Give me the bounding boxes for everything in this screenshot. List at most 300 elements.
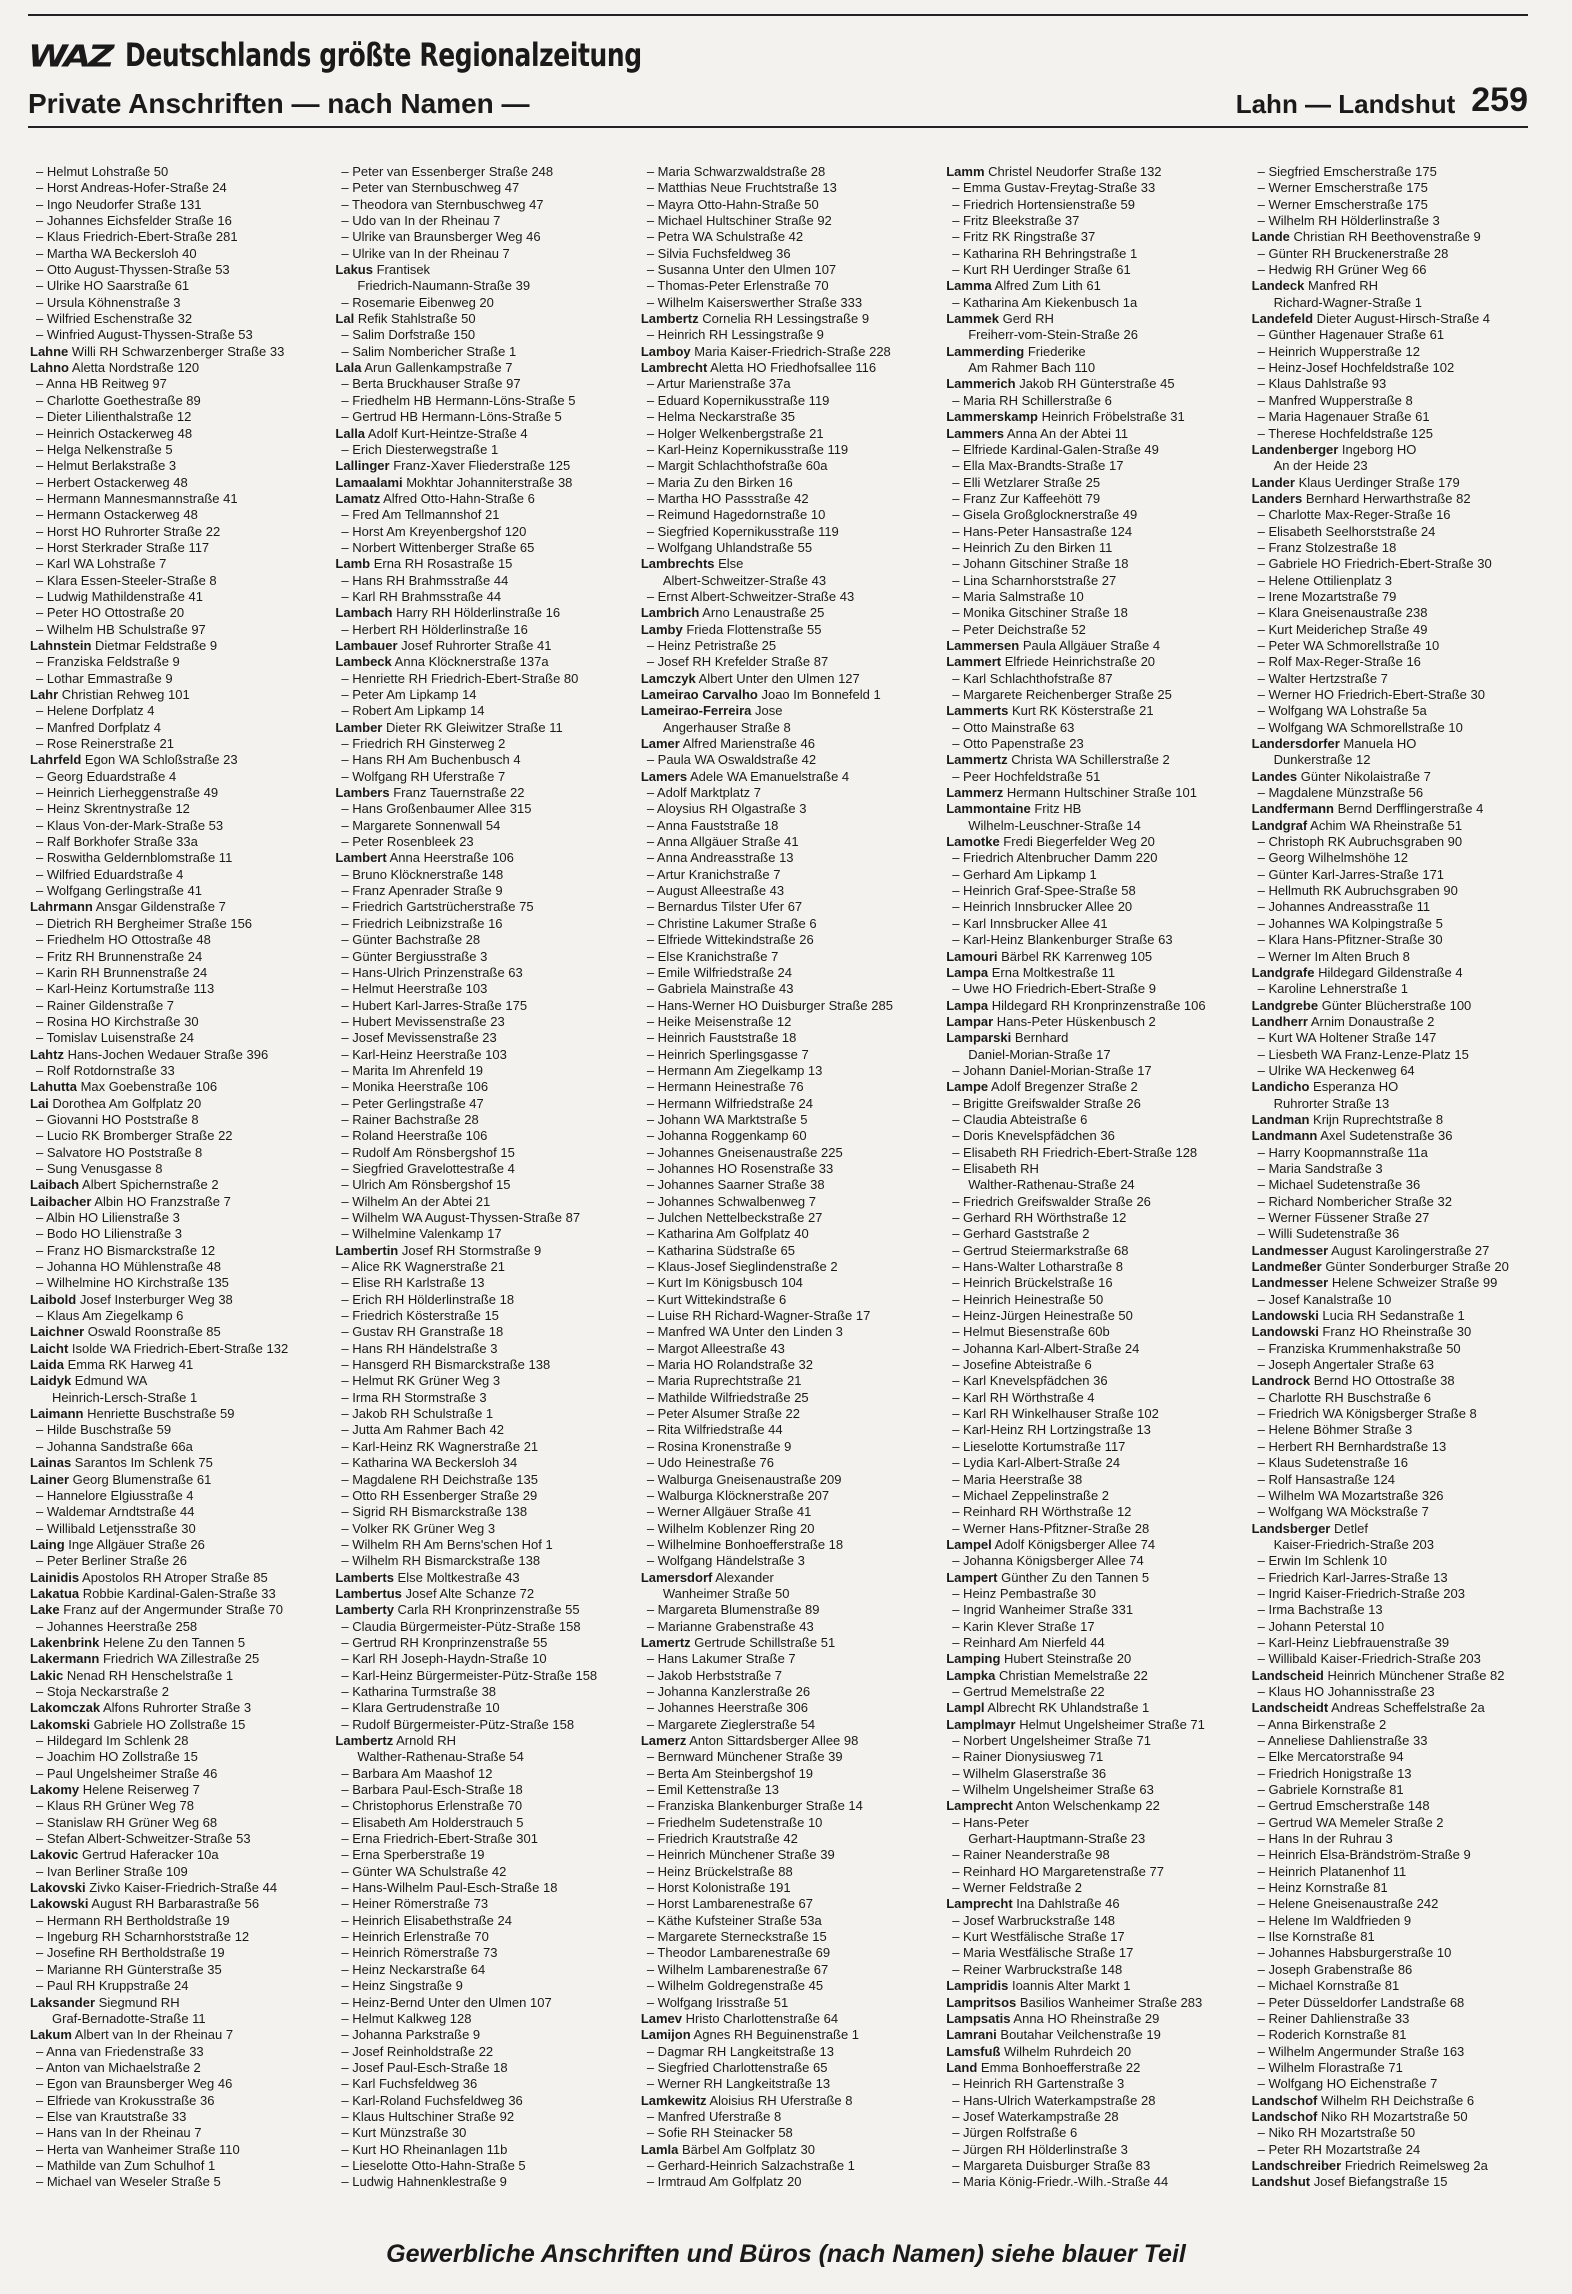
entry-details: Albert van In der Rheinau 7 (71, 2027, 234, 2043)
entry-surname: Lambeck (335, 654, 392, 670)
entry-surname: Lambrecht (640, 360, 708, 376)
directory-entry: – Hilde Buschstraße 59 (36, 1422, 172, 1438)
entry-details: Hans-Peter Hüskenbusch 2 (993, 1013, 1156, 1029)
directory-entry: – Monika Gitschiner Straße 18 (952, 605, 1128, 621)
directory-entry: – Hellmuth RK Aubruchsgraben 90 (1257, 883, 1458, 899)
entry-surname: Lamaalami (335, 474, 403, 490)
directory-entry: – Karin Klever Straße 17 (952, 1618, 1095, 1634)
directory-entry: – Maria RH Schillerstraße 6 (952, 392, 1112, 408)
directory-entry: – Friedrich Kösterstraße 15 (341, 1308, 499, 1324)
entry-surname: Laksander (30, 1994, 96, 2010)
directory-entry: – Johannes Habsburgerstraße 10 (1257, 1945, 1452, 1961)
entry-details: Hubert Steinstraße 20 (1000, 1651, 1132, 1667)
entry-details: Günter Nikolaistraße 7 (1297, 768, 1431, 784)
directory-entry (30, 1717, 323, 1733)
entry-details: Erna Moltkestraße 11 (988, 964, 1116, 980)
directory-column-5 (1252, 164, 1545, 2209)
directory-entry: – Helmut Lohstraße 50 (36, 164, 169, 179)
entry-surname: Lai (30, 1095, 49, 1111)
directory-entry: – Lina Scharnhorststraße 27 (952, 572, 1117, 588)
directory-entry: – Heinz Skrentnystraße 12 (36, 801, 190, 817)
entry-details: Alfred Marienstraße 46 (679, 736, 815, 752)
directory-entry: – Hermann Wilfriedstraße 24 (646, 1095, 813, 1111)
directory-entry: – Günter Karl-Jarres-Straße 171 (1257, 866, 1445, 882)
entry-surname: Landrock (1251, 1373, 1311, 1389)
directory-entry (946, 2027, 1239, 2043)
directory-entry: – Maria Sandstraße 3 (1257, 1160, 1383, 1176)
directory-entry: – Erich Diesterwegstraße 1 (341, 441, 499, 457)
directory-entry: – Horst Andreas-Hofer-Straße 24 (36, 180, 227, 196)
directory-entry: – Erna Sperberstraße 19 (341, 1847, 485, 1863)
directory-entry: – Karl-Heinz RK Wagnerstraße 21 (341, 1438, 539, 1454)
directory-entry (30, 899, 323, 915)
directory-entry: – Jakob Herbststraße 7 (646, 1667, 782, 1683)
directory-entry: – Fritz Bleekstraße 37 (952, 213, 1080, 229)
directory-entry: – Klara Hans-Pfitzner-Straße 30 (1257, 932, 1443, 948)
directory-entry: Wilhelm-Leuschner-Straße 14 (968, 817, 1141, 833)
directory-entry (30, 1635, 323, 1651)
entry-surname: Lampe (946, 1079, 989, 1095)
directory-entry: – Hans Großenbaumer Allee 315 (341, 801, 532, 817)
entry-surname: Lampka (946, 1667, 996, 1683)
directory-entry: – Hans van In der Rheinau 7 (36, 2125, 202, 2141)
directory-entry: – Johanna Sandstraße 66a (36, 1438, 193, 1454)
directory-entry: – Niko RH Mozartstraße 50 (1257, 2125, 1416, 2141)
directory-entry: – Friedrich Hortensienstraße 59 (952, 196, 1136, 212)
directory-entry: – Rosina Kronenstraße 9 (646, 1438, 792, 1454)
directory-entry: – Stefan Albert-Schweitzer-Straße 53 (36, 1831, 251, 1847)
directory-entry: – Roswitha Geldernblomstraße 11 (36, 850, 233, 866)
directory-entry: – Holger Welkenbergstraße 21 (646, 425, 824, 441)
directory-entry: – Anna Birkenstraße 2 (1257, 1716, 1387, 1732)
directory-entry (946, 1570, 1239, 1586)
entry-details: Arno Lenaustraße 25 (699, 605, 825, 621)
directory-entry (335, 605, 628, 621)
entry-surname: Lambert (335, 850, 387, 866)
directory-entry: – Katharina RH Behringstraße 1 (952, 245, 1138, 261)
directory-entry: – Reiner Dahlienstraße 33 (1257, 2010, 1410, 2026)
directory-entry: – Friedrich Krautstraße 42 (646, 1831, 798, 1847)
directory-entry (946, 998, 1239, 1014)
entry-surname: Landgraf (1251, 817, 1308, 833)
entry-surname: Lamatz (335, 490, 381, 506)
entry-details: Hildegard Gildenstraße 4 (1314, 964, 1463, 980)
directory-entry: – Hans-Werner HO Duisburger Straße 285 (646, 997, 893, 1013)
entry-surname: Landmesser (1251, 1275, 1329, 1291)
directory-entry: – Charlotte Goethestraße 89 (36, 392, 201, 408)
directory-entry: Albert-Schweitzer-Straße 43 (662, 572, 827, 588)
directory-entry: – Luise RH Richard-Wagner-Straße 17 (646, 1308, 871, 1324)
directory-entry: – Margareta Blumenstraße 89 (646, 1602, 820, 1618)
entry-details: Aloisius RH Uferstraße 8 (706, 2092, 853, 2108)
entry-details: Erna RH Rosastraße 15 (370, 556, 513, 572)
entry-surname: Landers (1251, 490, 1303, 506)
directory-entry: Angerhauser Straße 8 (662, 719, 791, 735)
directory-entry: – Artur Marienstraße 37a (646, 376, 791, 392)
directory-entry: – Katharina Am Golfplatz 40 (646, 1226, 809, 1242)
entry-details: Boutahar Veilchenstraße 19 (996, 2027, 1161, 2043)
directory-entry: – Karl-Heinz Kopernikusstraße 119 (646, 441, 849, 457)
directory-entry: – Bodo HO Lilienstraße 3 (36, 1226, 182, 1242)
entry-details: Nenad RH Henschelstraße 1 (63, 1667, 234, 1683)
directory-entry: – Liesbeth WA Franz-Lenze-Platz 15 (1257, 1046, 1469, 1062)
entry-surname: Lander (1251, 474, 1295, 490)
directory-entry: – Karl-Heinz Bürgermeister-Pütz-Straße 158 (341, 1667, 598, 1683)
entry-surname: Landersdorfer (1251, 736, 1340, 752)
directory-entry (1252, 442, 1545, 458)
entry-details: Georg Blumenstraße 61 (69, 1471, 212, 1487)
entry-surname: Lakenbrink (30, 1634, 100, 1650)
directory-entry: – Johann Daniel-Morian-Straße 17 (952, 1062, 1152, 1078)
entry-surname: Landenberger (1251, 441, 1339, 457)
entry-details: Achim WA Rheinstraße 51 (1307, 817, 1463, 833)
directory-entry: – Michael Kornstraße 81 (1257, 1978, 1400, 1994)
entry-details: Dieter RK Gleiwitzer Straße 11 (382, 719, 563, 735)
directory-entry: – Manfred Wupperstraße 8 (1257, 392, 1413, 408)
directory-entry: – Else van Krautstraße 33 (36, 2108, 187, 2124)
entry-surname: Lampritsos (946, 1994, 1017, 2010)
directory-entry: – Elisabeth Am Holderstrauch 5 (341, 1814, 524, 1830)
directory-entry (335, 426, 628, 442)
directory-entry: – Horst Am Kreyenbergshof 120 (341, 523, 527, 539)
entry-surname: Lamertz (640, 1634, 691, 1650)
directory-entry: – Julchen Nettelbeckstraße 27 (646, 1210, 823, 1225)
directory-entry: – Heinz Singstraße 9 (341, 1978, 463, 1994)
entry-surname: Lamb (335, 556, 371, 572)
page-header (28, 14, 1528, 128)
directory-entry: – Josef RH Krefelder Straße 87 (646, 654, 829, 670)
directory-entry: – Wolfgang RH Uferstraße 7 (341, 768, 506, 784)
entry-details: Egon WA Schloßstraße 23 (81, 752, 238, 768)
directory-entry: – Karl Innsbrucker Allee 41 (952, 915, 1108, 931)
entry-surname: Lampert (946, 1569, 998, 1585)
entry-surname: Lamprecht (946, 1896, 1013, 1912)
entry-details: Arnim Donaustraße 2 (1307, 1013, 1435, 1029)
entry-surname: Lahne (30, 343, 69, 359)
entry-details: Edmund WA (71, 1373, 148, 1389)
directory-entry: – Volker RK Grüner Weg 3 (341, 1520, 496, 1536)
directory-entry: – Peter van Sternbuschweg 47 (341, 180, 520, 196)
directory-entry: – Wilhelm WA August-Thyssen-Straße 87 (341, 1210, 581, 1225)
directory-entry: Gerhart-Hauptmann-Straße 23 (968, 1831, 1146, 1847)
entry-surname: Landschof (1251, 2108, 1318, 2124)
directory-entry: – Josefine Abteistraße 6 (952, 1357, 1092, 1373)
directory-entry: – Heinz-Jürgen Heinestraße 50 (952, 1308, 1133, 1324)
directory-entry: – Heinz-Josef Hochfeldstraße 102 (1257, 360, 1455, 376)
entry-details: Elfriede Heinrichstraße 20 (1001, 654, 1156, 670)
directory-entry (335, 1243, 628, 1259)
entry-details: Kurt RK Kösterstraße 21 (1008, 703, 1154, 719)
directory-entry: Ruhrorter Straße 13 (1273, 1095, 1390, 1111)
entry-surname: Landeck (1251, 278, 1305, 294)
directory-entry: – Johanna Königsberger Allee 74 (952, 1553, 1144, 1569)
directory-entry: – Klaus Hultschiner Straße 92 (341, 2108, 515, 2124)
directory-entry: – Rita Wilfriedstraße 44 (646, 1422, 783, 1438)
directory-entry (1252, 769, 1545, 785)
directory-entry: – Johannes Gneisenaustraße 225 (646, 1144, 843, 1160)
entry-details: Anna Klöcknerstraße 137a (391, 654, 549, 670)
directory-entry: – Maria Zu den Birken 16 (646, 474, 793, 490)
directory-entry (335, 654, 628, 670)
entry-details: Alfons Ruhrorter Straße 3 (100, 1700, 252, 1716)
entry-surname: Lakomski (30, 1716, 90, 1732)
directory-entry (30, 638, 323, 654)
entry-details: Günter Sonderburger Straße 20 (1321, 1259, 1509, 1275)
entry-details: Basilios Wanheimer Straße 283 (1016, 1994, 1203, 2010)
entry-surname: Lambers (335, 785, 390, 801)
directory-entry (1252, 1243, 1545, 1259)
directory-entry (30, 1651, 323, 1667)
directory-entry (30, 687, 323, 703)
directory-entry (946, 654, 1239, 670)
entry-surname: Lakomy (30, 1782, 80, 1798)
directory-entry: – Erich RH Hölderlinstraße 18 (341, 1291, 515, 1307)
footer-note: Gewerbliche Anschriften und Büros (nach Namen) siehe blauer Teil (386, 2240, 1186, 2268)
directory-entry: – Ivan Berliner Straße 109 (36, 1863, 188, 1879)
directory-entry: – Erna Friedrich-Ebert-Straße 301 (341, 1831, 538, 1847)
directory-entry: – Heinrich Erlenstraße 70 (341, 1929, 489, 1945)
directory-entry (335, 458, 628, 474)
directory-entry: – Willibald Letjensstraße 30 (36, 1520, 196, 1536)
entry-surname: Landowski (1251, 1308, 1319, 1324)
directory-entry: – Klaus Von-der-Mark-Straße 53 (36, 817, 224, 833)
entry-details: August RH Barbarastraße 56 (88, 1896, 260, 1912)
entry-surname: Lainer (30, 1471, 70, 1487)
directory-entry: – Ella Max-Brandts-Straße 17 (952, 458, 1124, 474)
entry-details: Friedrich Reimelsweg 2a (1341, 2157, 1488, 2173)
entry-details: Anton Sittardsberger Allee 98 (686, 1733, 859, 1748)
directory-entry: – Richard Nombericher Straße 32 (1257, 1193, 1452, 1209)
entry-details: Franz auf der Angermunder Straße 70 (59, 1602, 283, 1618)
directory-entry: – Rudolf Am Rönsbergshof 15 (341, 1144, 515, 1160)
directory-entry: – Wolfgang HO Eichenstraße 7 (1257, 2076, 1438, 2092)
directory-entry: – Reinhard HO Margaretenstraße 77 (952, 1863, 1164, 1879)
directory-entry: – Helene Dorfplatz 4 (36, 703, 155, 719)
directory-entry (946, 311, 1239, 327)
directory-entry (946, 1995, 1239, 2011)
directory-entry: – Katharina Südstraße 65 (646, 1242, 795, 1258)
entry-surname: Laidyk (30, 1373, 72, 1389)
entry-details: Maria Kaiser-Friedrich-Straße 228 (690, 343, 891, 359)
directory-entry (1252, 1014, 1545, 1030)
entry-details: Fredi Biegerfelder Weg 20 (999, 834, 1155, 850)
entry-surname: Landowski (1251, 1324, 1319, 1340)
directory-entry: – Peter Alsumer Straße 22 (646, 1406, 800, 1422)
directory-entry (946, 1798, 1239, 1814)
entry-surname: Lakic (30, 1667, 64, 1683)
directory-entry: – Otto RH Essenberger Straße 29 (341, 1487, 538, 1503)
page-range (1236, 81, 1528, 120)
entry-details: Ingeborg HO (1338, 441, 1417, 457)
directory-entry (335, 785, 628, 801)
directory-entry: – Herta van Wanheimer Straße 110 (36, 2141, 240, 2157)
entry-details: Else (714, 556, 744, 572)
directory-entry: – Anna van Friedenstraße 33 (36, 2043, 204, 2059)
directory-entry (335, 638, 628, 654)
entry-surname: Lakus (335, 262, 373, 278)
entry-details: Gabriele HO Zollstraße 15 (89, 1716, 246, 1732)
entry-surname: Lamber (335, 719, 383, 735)
directory-entry: – Friedrich Honigstraße 13 (1257, 1765, 1412, 1781)
directory-entry: – Tomislav Luisenstraße 24 (36, 1030, 195, 1046)
directory-entry (1252, 1128, 1545, 1144)
directory-entry (946, 785, 1239, 801)
directory-entry: – Peter Berliner Straße 26 (36, 1553, 188, 1569)
directory-entry: – Günter RH Bruckenerstraße 28 (1257, 245, 1449, 261)
directory-entry: – Kurt Wittekindstraße 6 (646, 1291, 787, 1307)
directory-entry: – Peer Hochfeldstraße 51 (952, 768, 1101, 784)
directory-entry: – Hedwig RH Grüner Weg 66 (1257, 262, 1427, 278)
directory-entry: – Peter RH Mozartstraße 24 (1257, 2141, 1421, 2157)
directory-entry (641, 1570, 934, 1586)
directory-entry: – Margarete Zieglerstraße 54 (646, 1716, 816, 1732)
entry-surname: Landscheid (1251, 1667, 1324, 1683)
entry-details: Franz Tauernstraße 22 (389, 785, 525, 801)
directory-entry (946, 2011, 1239, 2027)
directory-entry: – Matthias Neue Fruchtstraße 13 (646, 180, 837, 196)
directory-entry: – Hans-Peter Hansastraße 124 (952, 523, 1133, 539)
directory-entry (30, 1700, 323, 1716)
directory-entry: – Else Kranichstraße 7 (646, 948, 779, 964)
directory-entry: – Horst HO Ruhrorter Straße 22 (36, 523, 221, 539)
directory-entry: – Josef Waterkampstraße 28 (952, 2108, 1119, 2124)
directory-entry: – Hermann Heinestraße 76 (646, 1079, 804, 1095)
directory-entry: – Irmtraud Am Golfplatz 20 (646, 2174, 802, 2190)
directory-entry (946, 376, 1239, 392)
directory-entry: – Günter Bergiusstraße 3 (341, 948, 488, 964)
directory-entry: – Wilhelmine Bonhoefferstraße 18 (646, 1536, 844, 1552)
directory-column-3 (641, 164, 934, 2209)
directory-entry: – Stanislaw RH Grüner Weg 68 (36, 1814, 218, 1830)
directory-entry: – Brigitte Greifswalder Straße 26 (952, 1095, 1141, 1111)
entry-details: Aletta Nordstraße 120 (69, 360, 200, 376)
entry-details: Manfred RH (1304, 278, 1379, 294)
directory-entry: – Rose Reinerstraße 21 (36, 736, 175, 752)
entry-surname: Lampa (946, 964, 989, 980)
directory-entry: – Karl-Heinz Blankenburger Straße 63 (952, 932, 1173, 948)
directory-entry (1252, 1259, 1545, 1275)
directory-entry: – Anneliese Dahlienstraße 33 (1257, 1733, 1428, 1748)
directory-entry: – Wilfried Eduardstraße 4 (36, 866, 184, 882)
directory-entry: – Hans RH Händelstraße 3 (341, 1340, 498, 1356)
directory-entry: – Wilfried Eschenstraße 32 (36, 311, 193, 327)
directory-entry: – Friedrich WA Königsberger Straße 8 (1257, 1406, 1477, 1422)
directory-entry: – Kurt Meiderichер Straße 49 (1257, 621, 1428, 637)
directory-entry (946, 278, 1239, 294)
entry-details: Dietmar Feldstraße 9 (91, 637, 218, 653)
entry-details: Ioannis Alter Markt 1 (1008, 1978, 1131, 1994)
directory-entry: – Ingrid Wanheimer Straße 331 (952, 1602, 1134, 1618)
directory-entry: – Mathilde van Zum Schulhof 1 (36, 2157, 216, 2173)
directory-entry: – Wilhelm Kaiserswerther Straße 333 (646, 294, 863, 310)
directory-entry: – Paula WA Oswaldstraße 42 (646, 752, 817, 768)
directory-entry: – Hans RH Am Buchenbusch 4 (341, 752, 521, 768)
directory-entry (1252, 2109, 1545, 2125)
directory-entry: – Heinrich Elisabethstraße 24 (341, 1912, 512, 1928)
directory-entry: – Reinhard RH Wörthstraße 12 (952, 1504, 1132, 1520)
entry-details: Klaus Uerdinger Straße 179 (1294, 474, 1460, 490)
directory-entry: – Irma Bachstraße 13 (1257, 1602, 1383, 1618)
entry-surname: Lande (1251, 229, 1290, 245)
directory-entry: – Hermann Mannesmannstraße 41 (36, 490, 238, 506)
directory-entry: – Wilhelm Ungelsheimer Straße 63 (952, 1782, 1154, 1798)
directory-entry (946, 1700, 1239, 1716)
directory-entry: – Anna Andreasstraße 13 (646, 850, 794, 866)
directory-entry: Wanheimer Straße 50 (662, 1585, 790, 1601)
directory-entry: – Salim Dorfstraße 150 (341, 327, 476, 343)
entry-details: Franz HO Rheinstraße 30 (1318, 1324, 1472, 1340)
directory-entry: – Wilhelm An der Abtei 21 (341, 1193, 491, 1209)
directory-entry: – Gertrud Emscherstraße 148 (1257, 1798, 1430, 1814)
directory-entry: – Wilhelm Glaserstraße 36 (952, 1765, 1107, 1781)
directory-entry: – Wolfgang Uhlandstraße 55 (646, 539, 813, 555)
entry-details: Robbie Kardinal-Galen-Straße 33 (79, 1585, 276, 1601)
directory-entry: – Margarete Sterneckstraße 15 (646, 1929, 827, 1945)
directory-entry: – Horst Kolonistraße 191 (646, 1880, 791, 1896)
entry-surname: Lainas (30, 1455, 72, 1471)
waz-logo: WAZ (28, 39, 112, 74)
directory-entry (641, 556, 934, 572)
directory-entry: – Lieselotte Kortumstraße 117 (952, 1438, 1126, 1454)
directory-entry: – Adolf Marktplatz 7 (646, 785, 761, 801)
entry-details: Josef RH Stormstraße 9 (398, 1242, 542, 1258)
entry-details: Alfred Zum Lith 61 (991, 278, 1101, 294)
directory-entry: – Wilhelm WA Mozartstraße 326 (1257, 1487, 1444, 1503)
entry-surname: Landgrafe (1251, 964, 1315, 980)
directory-entry: – Kurt WA Holtener Straße 147 (1257, 1030, 1437, 1046)
directory-entry: – Ulrike HO Saarstraße 61 (36, 278, 190, 294)
directory-entry: – Magdalene Münzstraße 56 (1257, 785, 1424, 801)
directory-entry: – Norbert Ungelsheimer Straße 71 (952, 1733, 1151, 1748)
directory-entry: – Dagmar RH Langkeitstraße 13 (646, 2043, 834, 2059)
directory-entry: – Wolfgang WA Möckstraße 7 (1257, 1504, 1429, 1520)
entry-details: Henriette Buschstraße 59 (83, 1406, 235, 1422)
directory-entry (1252, 1373, 1545, 1389)
entry-surname: Lamev (640, 2010, 683, 2026)
directory-entry (30, 1570, 323, 1586)
directory-entry: – Kurt HO Rheinanlagen 11b (341, 2141, 508, 2157)
directory-entry: – Klaus Dahlstraße 93 (1257, 376, 1387, 392)
directory-entry (1252, 2093, 1545, 2109)
directory-entry: – Maria Ruprechtstraße 21 (646, 1373, 802, 1389)
directory-entry: – Lydia Karl-Albert-Straße 24 (952, 1455, 1121, 1471)
entry-details: Christel Neudorfer Straße 132 (984, 164, 1162, 179)
directory-entry: – Paul Ungelsheimer Straße 46 (36, 1765, 218, 1781)
directory-column-2 (335, 164, 628, 2209)
directory-entry: – Mathilde Wilfriedstraße 25 (646, 1389, 809, 1405)
directory-entry: – Heinrich Römerstraße 73 (341, 1945, 498, 1961)
entry-surname: Lamm (946, 164, 985, 179)
entry-details: Gertrude Schillstraße 51 (690, 1634, 836, 1650)
entry-surname: Laichner (30, 1324, 85, 1340)
directory-entry: – Kurt Im Königsbusch 104 (646, 1275, 803, 1291)
directory-entry: – Ursula Köhnenstraße 3 (36, 294, 181, 310)
directory-entry (335, 311, 628, 327)
directory-entry: – Hermann Ostackerweg 48 (36, 507, 198, 523)
directory-entry (30, 1357, 323, 1373)
directory-entry: – Wolfgang Gerlingstraße 41 (36, 883, 202, 899)
directory-entry: – Heike Meisenstraße 12 (646, 1013, 792, 1029)
entry-surname: Lamersdorf (640, 1569, 713, 1585)
directory-entry: – Hermann RH Bertholdstraße 19 (36, 1912, 230, 1928)
directory-entry: – Wolfgang WA Lohstraße 5a (1257, 703, 1427, 719)
directory-entry (641, 344, 934, 360)
entry-details: Christian RH Beethovenstraße 9 (1289, 229, 1481, 245)
entry-details: Günther Zu den Tannen 5 (997, 1569, 1150, 1585)
directory-entry: – Claudia Abteistraße 6 (952, 1111, 1088, 1127)
entry-surname: Lala (335, 360, 362, 376)
directory-entry: – Heinz Brückelstraße 88 (646, 1863, 793, 1879)
